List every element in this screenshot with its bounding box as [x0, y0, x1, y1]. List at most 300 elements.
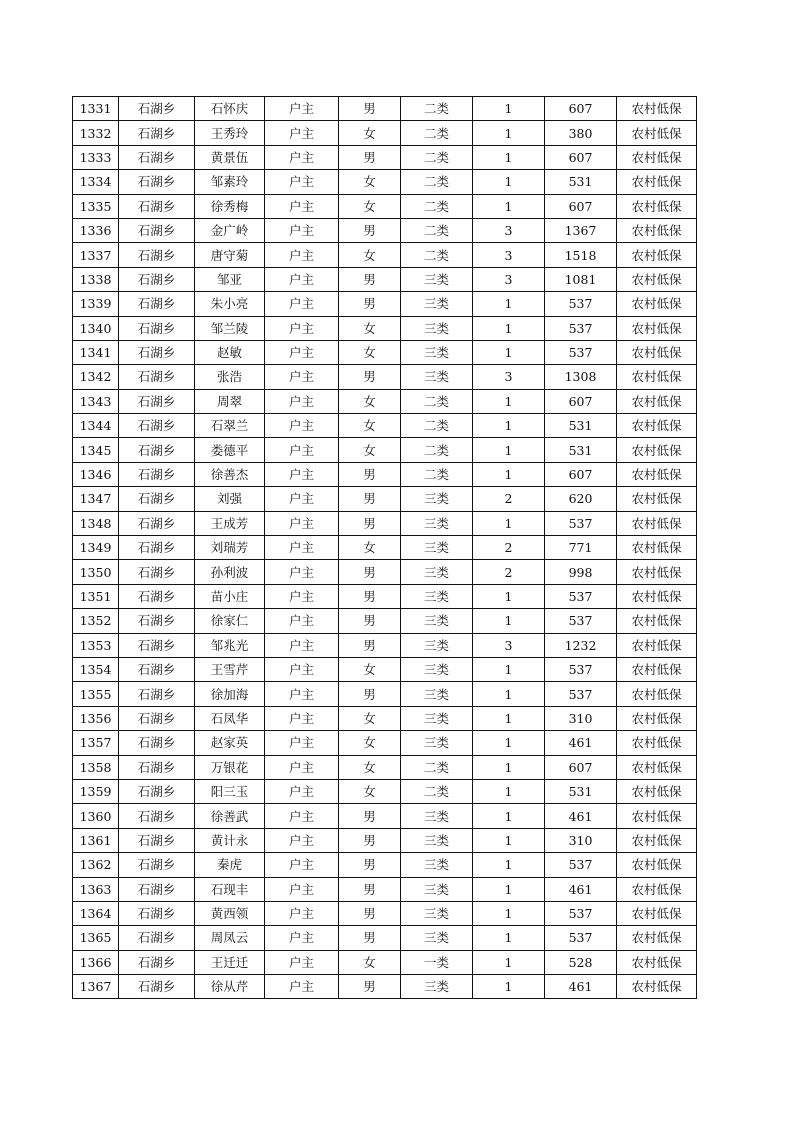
cell-row-number: 1355: [73, 682, 119, 706]
cell-relation: 户主: [265, 438, 339, 462]
cell-category: 三类: [401, 682, 473, 706]
cell-relation: 户主: [265, 731, 339, 755]
cell-township: 石湖乡: [119, 487, 195, 511]
cell-assistance-type: 农村低保: [617, 316, 697, 340]
cell-household-size: 1: [473, 145, 545, 169]
cell-township: 石湖乡: [119, 755, 195, 779]
cell-row-number: 1351: [73, 584, 119, 608]
cell-amount: 531: [545, 170, 617, 194]
cell-assistance-type: 农村低保: [617, 657, 697, 681]
table-row: [73, 560, 697, 584]
cell-township: 石湖乡: [119, 584, 195, 608]
cell-gender: 女: [339, 950, 401, 974]
cell-relation: 户主: [265, 828, 339, 852]
cell-row-number: 1334: [73, 170, 119, 194]
cell-row-number: 1366: [73, 950, 119, 974]
table-row: [73, 267, 697, 291]
cell-assistance-type: 农村低保: [617, 365, 697, 389]
table-row: [73, 657, 697, 681]
cell-category: 二类: [401, 438, 473, 462]
cell-amount: 537: [545, 511, 617, 535]
cell-relation: 户主: [265, 389, 339, 413]
cell-household-size: 2: [473, 487, 545, 511]
cell-name: 周凤云: [195, 926, 265, 950]
cell-household-size: 1: [473, 804, 545, 828]
cell-row-number: 1360: [73, 804, 119, 828]
cell-category: 三类: [401, 609, 473, 633]
cell-township: 石湖乡: [119, 292, 195, 316]
cell-gender: 男: [339, 560, 401, 584]
cell-assistance-type: 农村低保: [617, 926, 697, 950]
cell-township: 石湖乡: [119, 609, 195, 633]
cell-relation: 户主: [265, 316, 339, 340]
cell-assistance-type: 农村低保: [617, 340, 697, 364]
cell-relation: 户主: [265, 170, 339, 194]
cell-row-number: 1340: [73, 316, 119, 340]
table-row: [73, 145, 697, 169]
table-row: [73, 755, 697, 779]
cell-household-size: 1: [473, 389, 545, 413]
table-row: [73, 511, 697, 535]
cell-row-number: 1347: [73, 487, 119, 511]
cell-row-number: 1364: [73, 901, 119, 925]
cell-assistance-type: 农村低保: [617, 804, 697, 828]
cell-township: 石湖乡: [119, 316, 195, 340]
cell-assistance-type: 农村低保: [617, 755, 697, 779]
cell-category: 三类: [401, 340, 473, 364]
cell-gender: 男: [339, 292, 401, 316]
cell-gender: 女: [339, 194, 401, 218]
cell-relation: 户主: [265, 706, 339, 730]
cell-row-number: 1361: [73, 828, 119, 852]
cell-gender: 男: [339, 462, 401, 486]
cell-category: 三类: [401, 975, 473, 999]
table-row: [73, 97, 697, 121]
cell-assistance-type: 农村低保: [617, 731, 697, 755]
cell-gender: 女: [339, 340, 401, 364]
cell-category: 三类: [401, 511, 473, 535]
cell-household-size: 3: [473, 633, 545, 657]
cell-row-number: 1343: [73, 389, 119, 413]
cell-household-size: 1: [473, 340, 545, 364]
cell-gender: 女: [339, 657, 401, 681]
cell-relation: 户主: [265, 267, 339, 291]
cell-assistance-type: 农村低保: [617, 170, 697, 194]
cell-name: 唐守菊: [195, 243, 265, 267]
cell-row-number: 1342: [73, 365, 119, 389]
cell-township: 石湖乡: [119, 779, 195, 803]
cell-amount: 1518: [545, 243, 617, 267]
table-row: [73, 340, 697, 364]
cell-township: 石湖乡: [119, 804, 195, 828]
cell-category: 三类: [401, 877, 473, 901]
cell-household-size: 3: [473, 243, 545, 267]
table-row: [73, 926, 697, 950]
cell-category: 三类: [401, 365, 473, 389]
cell-assistance-type: 农村低保: [617, 267, 697, 291]
cell-relation: 户主: [265, 194, 339, 218]
cell-row-number: 1333: [73, 145, 119, 169]
cell-category: 二类: [401, 779, 473, 803]
cell-row-number: 1353: [73, 633, 119, 657]
cell-assistance-type: 农村低保: [617, 438, 697, 462]
cell-household-size: 1: [473, 975, 545, 999]
cell-relation: 户主: [265, 536, 339, 560]
cell-gender: 男: [339, 828, 401, 852]
cell-household-size: 3: [473, 365, 545, 389]
cell-category: 二类: [401, 389, 473, 413]
cell-gender: 男: [339, 267, 401, 291]
cell-relation: 户主: [265, 218, 339, 242]
cell-relation: 户主: [265, 633, 339, 657]
cell-relation: 户主: [265, 950, 339, 974]
cell-gender: 女: [339, 779, 401, 803]
cell-amount: 461: [545, 975, 617, 999]
cell-assistance-type: 农村低保: [617, 218, 697, 242]
cell-township: 石湖乡: [119, 145, 195, 169]
cell-relation: 户主: [265, 926, 339, 950]
cell-row-number: 1332: [73, 121, 119, 145]
cell-name: 孙利波: [195, 560, 265, 584]
cell-household-size: 1: [473, 877, 545, 901]
cell-name: 秦虎: [195, 853, 265, 877]
cell-assistance-type: 农村低保: [617, 462, 697, 486]
cell-township: 石湖乡: [119, 438, 195, 462]
cell-category: 三类: [401, 926, 473, 950]
cell-category: 三类: [401, 828, 473, 852]
cell-township: 石湖乡: [119, 975, 195, 999]
cell-gender: 男: [339, 609, 401, 633]
cell-relation: 户主: [265, 682, 339, 706]
cell-gender: 男: [339, 975, 401, 999]
table-row: [73, 609, 697, 633]
cell-township: 石湖乡: [119, 828, 195, 852]
cell-assistance-type: 农村低保: [617, 97, 697, 121]
cell-relation: 户主: [265, 560, 339, 584]
cell-household-size: 1: [473, 170, 545, 194]
cell-household-size: 1: [473, 901, 545, 925]
cell-township: 石湖乡: [119, 877, 195, 901]
cell-name: 徐从芹: [195, 975, 265, 999]
cell-household-size: 1: [473, 706, 545, 730]
table-row: [73, 682, 697, 706]
cell-category: 二类: [401, 414, 473, 438]
cell-relation: 户主: [265, 462, 339, 486]
cell-row-number: 1348: [73, 511, 119, 535]
cell-name: 徐秀梅: [195, 194, 265, 218]
cell-gender: 女: [339, 755, 401, 779]
cell-household-size: 1: [473, 97, 545, 121]
table-row: [73, 243, 697, 267]
cell-gender: 女: [339, 536, 401, 560]
cell-amount: 607: [545, 145, 617, 169]
cell-amount: 380: [545, 121, 617, 145]
cell-household-size: 1: [473, 682, 545, 706]
cell-row-number: 1338: [73, 267, 119, 291]
cell-assistance-type: 农村低保: [617, 121, 697, 145]
cell-gender: 女: [339, 414, 401, 438]
cell-assistance-type: 农村低保: [617, 828, 697, 852]
cell-amount: 531: [545, 414, 617, 438]
cell-assistance-type: 农村低保: [617, 682, 697, 706]
cell-household-size: 1: [473, 462, 545, 486]
cell-amount: 461: [545, 804, 617, 828]
cell-row-number: 1365: [73, 926, 119, 950]
cell-household-size: 1: [473, 438, 545, 462]
cell-township: 石湖乡: [119, 853, 195, 877]
cell-township: 石湖乡: [119, 414, 195, 438]
cell-amount: 771: [545, 536, 617, 560]
cell-row-number: 1367: [73, 975, 119, 999]
cell-category: 三类: [401, 487, 473, 511]
cell-row-number: 1345: [73, 438, 119, 462]
table-row: [73, 218, 697, 242]
cell-township: 石湖乡: [119, 950, 195, 974]
cell-gender: 男: [339, 804, 401, 828]
cell-assistance-type: 农村低保: [617, 584, 697, 608]
cell-category: 三类: [401, 706, 473, 730]
cell-name: 石现丰: [195, 877, 265, 901]
cell-gender: 男: [339, 633, 401, 657]
cell-assistance-type: 农村低保: [617, 414, 697, 438]
cell-assistance-type: 农村低保: [617, 292, 697, 316]
cell-gender: 男: [339, 97, 401, 121]
cell-household-size: 1: [473, 316, 545, 340]
table-row: [73, 170, 697, 194]
cell-name: 邹亚: [195, 267, 265, 291]
cell-amount: 310: [545, 706, 617, 730]
cell-name: 邹兆光: [195, 633, 265, 657]
cell-amount: 1081: [545, 267, 617, 291]
cell-household-size: 1: [473, 292, 545, 316]
cell-amount: 537: [545, 657, 617, 681]
cell-category: 二类: [401, 97, 473, 121]
cell-row-number: 1346: [73, 462, 119, 486]
cell-relation: 户主: [265, 609, 339, 633]
cell-name: 王迁迁: [195, 950, 265, 974]
cell-category: 二类: [401, 218, 473, 242]
cell-household-size: 2: [473, 560, 545, 584]
cell-name: 徐家仁: [195, 609, 265, 633]
cell-household-size: 1: [473, 657, 545, 681]
cell-gender: 男: [339, 487, 401, 511]
cell-category: 三类: [401, 633, 473, 657]
cell-amount: 607: [545, 194, 617, 218]
cell-household-size: 3: [473, 218, 545, 242]
cell-gender: 女: [339, 706, 401, 730]
cell-relation: 户主: [265, 804, 339, 828]
cell-relation: 户主: [265, 901, 339, 925]
cell-assistance-type: 农村低保: [617, 609, 697, 633]
cell-category: 三类: [401, 657, 473, 681]
cell-amount: 537: [545, 901, 617, 925]
cell-amount: 607: [545, 97, 617, 121]
cell-gender: 女: [339, 438, 401, 462]
cell-name: 石翠兰: [195, 414, 265, 438]
cell-amount: 537: [545, 292, 617, 316]
cell-name: 王雪芹: [195, 657, 265, 681]
cell-amount: 1308: [545, 365, 617, 389]
table-row: [73, 706, 697, 730]
table-row: [73, 828, 697, 852]
cell-township: 石湖乡: [119, 901, 195, 925]
cell-row-number: 1331: [73, 97, 119, 121]
cell-category: 三类: [401, 853, 473, 877]
cell-assistance-type: 农村低保: [617, 536, 697, 560]
cell-household-size: 2: [473, 536, 545, 560]
cell-township: 石湖乡: [119, 365, 195, 389]
cell-assistance-type: 农村低保: [617, 901, 697, 925]
cell-assistance-type: 农村低保: [617, 853, 697, 877]
table-row: [73, 414, 697, 438]
cell-amount: 537: [545, 609, 617, 633]
table-row: [73, 950, 697, 974]
cell-gender: 男: [339, 365, 401, 389]
cell-gender: 女: [339, 243, 401, 267]
cell-amount: 537: [545, 682, 617, 706]
cell-row-number: 1339: [73, 292, 119, 316]
cell-township: 石湖乡: [119, 926, 195, 950]
table-row: [73, 365, 697, 389]
cell-name: 周翠: [195, 389, 265, 413]
cell-amount: 1367: [545, 218, 617, 242]
cell-relation: 户主: [265, 121, 339, 145]
cell-row-number: 1352: [73, 609, 119, 633]
cell-township: 石湖乡: [119, 218, 195, 242]
cell-relation: 户主: [265, 292, 339, 316]
cell-township: 石湖乡: [119, 682, 195, 706]
cell-township: 石湖乡: [119, 731, 195, 755]
cell-gender: 男: [339, 877, 401, 901]
cell-name: 黄西领: [195, 901, 265, 925]
cell-name: 王秀玲: [195, 121, 265, 145]
cell-household-size: 1: [473, 511, 545, 535]
cell-name: 刘强: [195, 487, 265, 511]
cell-category: 一类: [401, 950, 473, 974]
cell-amount: 537: [545, 926, 617, 950]
cell-category: 三类: [401, 804, 473, 828]
table-row: [73, 292, 697, 316]
cell-gender: 女: [339, 121, 401, 145]
cell-row-number: 1357: [73, 731, 119, 755]
cell-relation: 户主: [265, 511, 339, 535]
cell-row-number: 1350: [73, 560, 119, 584]
cell-gender: 女: [339, 731, 401, 755]
cell-household-size: 3: [473, 267, 545, 291]
cell-relation: 户主: [265, 657, 339, 681]
cell-household-size: 1: [473, 853, 545, 877]
cell-category: 三类: [401, 316, 473, 340]
cell-name: 黄计永: [195, 828, 265, 852]
cell-assistance-type: 农村低保: [617, 779, 697, 803]
cell-name: 刘瑞芳: [195, 536, 265, 560]
cell-assistance-type: 农村低保: [617, 194, 697, 218]
cell-gender: 男: [339, 901, 401, 925]
cell-household-size: 1: [473, 609, 545, 633]
cell-name: 黄景伍: [195, 145, 265, 169]
cell-township: 石湖乡: [119, 462, 195, 486]
cell-amount: 620: [545, 487, 617, 511]
table-row: [73, 438, 697, 462]
cell-category: 三类: [401, 292, 473, 316]
cell-name: 金广岭: [195, 218, 265, 242]
cell-category: 二类: [401, 462, 473, 486]
cell-household-size: 1: [473, 584, 545, 608]
cell-township: 石湖乡: [119, 121, 195, 145]
cell-assistance-type: 农村低保: [617, 975, 697, 999]
cell-amount: 607: [545, 755, 617, 779]
cell-assistance-type: 农村低保: [617, 145, 697, 169]
cell-name: 石怀庆: [195, 97, 265, 121]
cell-gender: 男: [339, 853, 401, 877]
cell-name: 邹素玲: [195, 170, 265, 194]
cell-amount: 537: [545, 340, 617, 364]
cell-row-number: 1341: [73, 340, 119, 364]
cell-assistance-type: 农村低保: [617, 511, 697, 535]
table-row: [73, 975, 697, 999]
table-row: [73, 487, 697, 511]
cell-category: 二类: [401, 170, 473, 194]
cell-category: 三类: [401, 536, 473, 560]
cell-category: 二类: [401, 243, 473, 267]
cell-category: 三类: [401, 267, 473, 291]
cell-category: 三类: [401, 584, 473, 608]
cell-name: 邹兰陵: [195, 316, 265, 340]
table-row: [73, 121, 697, 145]
cell-name: 徐善杰: [195, 462, 265, 486]
cell-assistance-type: 农村低保: [617, 877, 697, 901]
cell-amount: 607: [545, 389, 617, 413]
cell-row-number: 1335: [73, 194, 119, 218]
table-row: [73, 877, 697, 901]
cell-gender: 男: [339, 682, 401, 706]
cell-category: 三类: [401, 560, 473, 584]
cell-assistance-type: 农村低保: [617, 389, 697, 413]
table-row: [73, 194, 697, 218]
cell-assistance-type: 农村低保: [617, 633, 697, 657]
cell-township: 石湖乡: [119, 389, 195, 413]
cell-row-number: 1336: [73, 218, 119, 242]
cell-amount: 537: [545, 853, 617, 877]
cell-assistance-type: 农村低保: [617, 706, 697, 730]
cell-assistance-type: 农村低保: [617, 560, 697, 584]
cell-assistance-type: 农村低保: [617, 243, 697, 267]
cell-township: 石湖乡: [119, 97, 195, 121]
cell-relation: 户主: [265, 755, 339, 779]
cell-category: 二类: [401, 145, 473, 169]
cell-relation: 户主: [265, 414, 339, 438]
cell-gender: 男: [339, 145, 401, 169]
cell-assistance-type: 农村低保: [617, 487, 697, 511]
cell-name: 赵敏: [195, 340, 265, 364]
cell-relation: 户主: [265, 340, 339, 364]
cell-name: 张浩: [195, 365, 265, 389]
table-row: [73, 536, 697, 560]
cell-row-number: 1356: [73, 706, 119, 730]
cell-amount: 310: [545, 828, 617, 852]
cell-relation: 户主: [265, 243, 339, 267]
cell-amount: 537: [545, 584, 617, 608]
cell-name: 朱小亮: [195, 292, 265, 316]
cell-name: 娄德平: [195, 438, 265, 462]
cell-category: 二类: [401, 121, 473, 145]
cell-township: 石湖乡: [119, 511, 195, 535]
cell-relation: 户主: [265, 779, 339, 803]
table-row: [73, 584, 697, 608]
cell-name: 苗小庄: [195, 584, 265, 608]
cell-household-size: 1: [473, 194, 545, 218]
cell-relation: 户主: [265, 145, 339, 169]
